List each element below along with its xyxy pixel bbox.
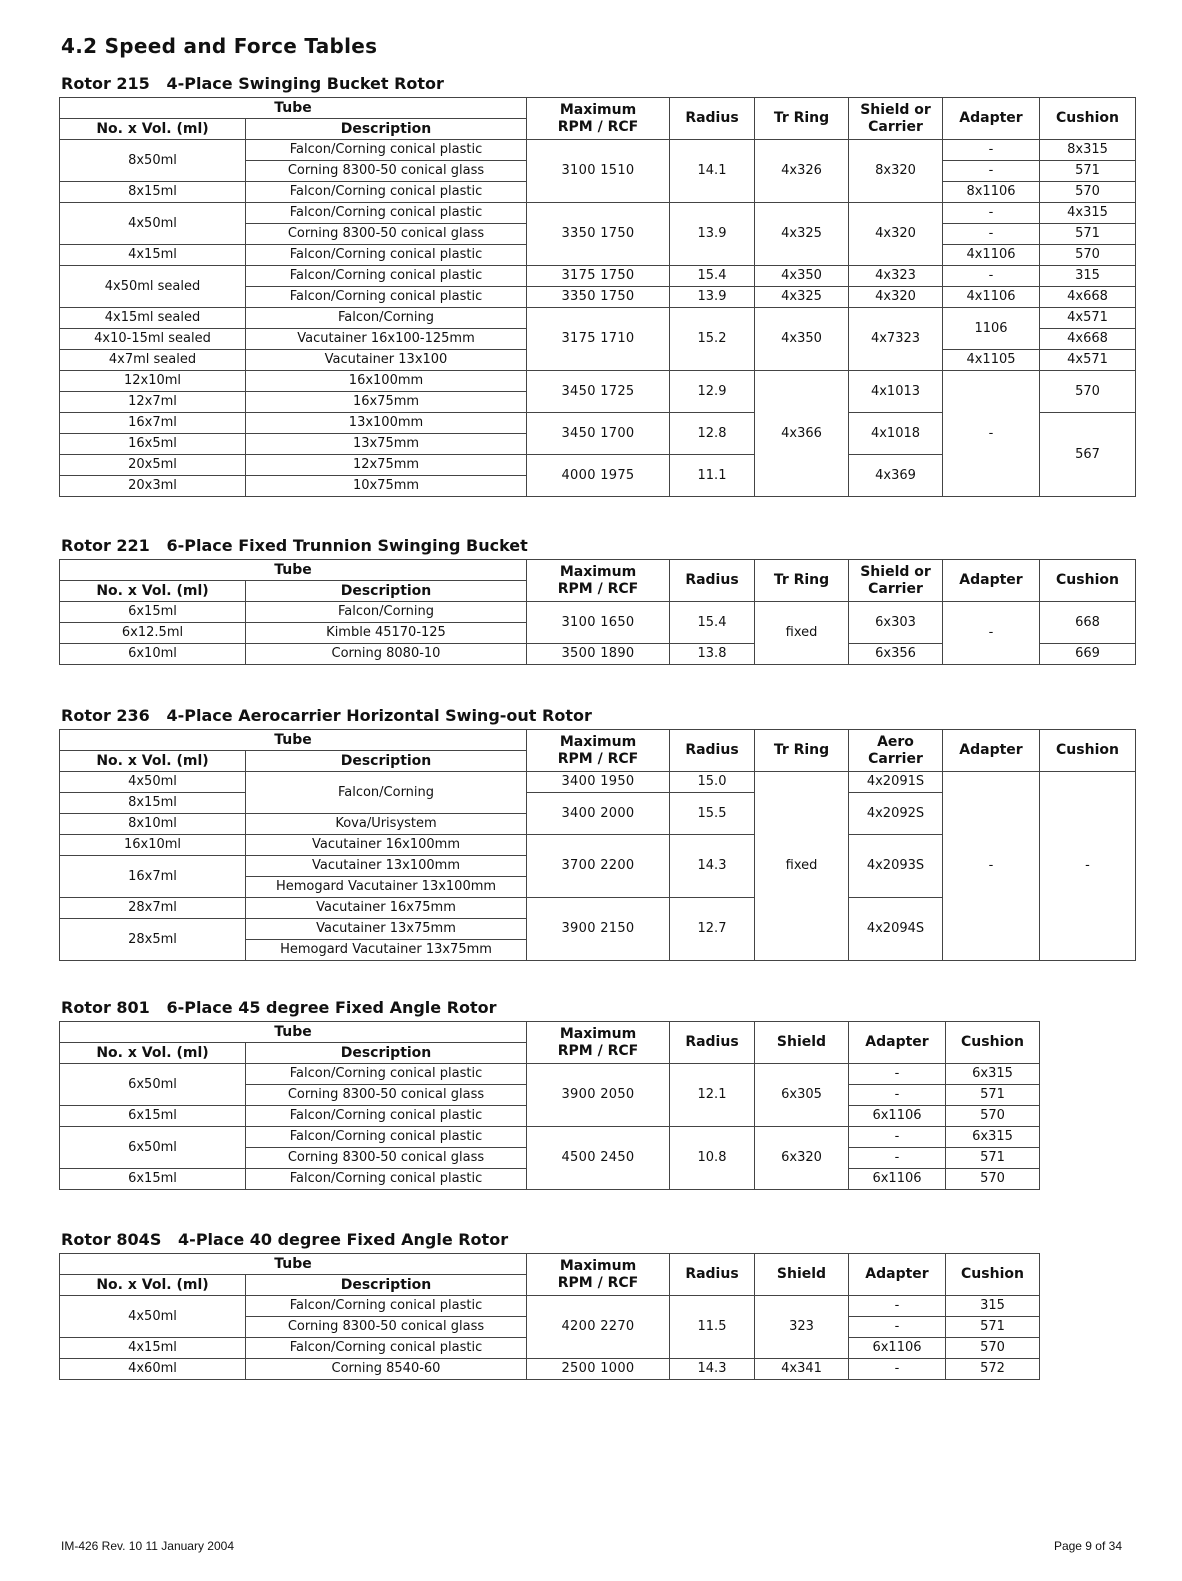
header-description: Description	[246, 1275, 527, 1296]
tube-count-cell: 8x15ml	[60, 182, 246, 203]
header-cushion: Cushion	[946, 1254, 1040, 1296]
table-row	[60, 1127, 1040, 1148]
adapter-cell: -	[943, 140, 1040, 161]
description-cell: Falcon/Corning conical plastic	[246, 182, 527, 203]
header-shield-carrier: Shield or Carrier	[849, 560, 943, 602]
adapter-cell: -	[849, 1127, 946, 1148]
header-tube: Tube	[60, 1254, 527, 1275]
cushion-cell: 668	[1040, 602, 1136, 644]
tube-count-cell: 16x7ml	[60, 413, 246, 434]
header-adapter: Adapter	[943, 98, 1040, 140]
adapter-cell: 6x1106	[849, 1338, 946, 1359]
rpm-rcf-cell: 3175 1750	[527, 266, 670, 287]
rpm-rcf-cell: 3700 2200	[527, 835, 670, 898]
radius-cell: 14.3	[670, 835, 755, 898]
carrier-cell: 4x2094S	[849, 898, 943, 961]
adapter-cell: -	[849, 1317, 946, 1338]
tube-count-cell: 4x15ml sealed	[60, 308, 246, 329]
shield-cell: 6x320	[755, 1127, 849, 1190]
header-cushion: Cushion	[1040, 560, 1136, 602]
header-shield: Shield	[755, 1254, 849, 1296]
tube-count-cell: 28x7ml	[60, 898, 246, 919]
tube-count-cell: 20x3ml	[60, 476, 246, 497]
rpm-rcf-cell: 3100 1510	[527, 140, 670, 203]
shield-cell: 6x305	[755, 1064, 849, 1127]
header-adapter: Adapter	[943, 560, 1040, 602]
cushion-cell: 571	[946, 1317, 1040, 1338]
rpm-rcf-cell: 3450 1725	[527, 371, 670, 413]
shield-cell: 6x303	[849, 602, 943, 644]
carrier-cell: 4x2093S	[849, 835, 943, 898]
cushion-cell: 669	[1040, 644, 1136, 665]
tr-ring-cell: 4x325	[755, 203, 849, 266]
shield-cell: 6x356	[849, 644, 943, 665]
cushion-cell: 8x315	[1040, 140, 1136, 161]
tr-ring-cell: 4x325	[755, 287, 849, 308]
tube-count-cell: 12x10ml	[60, 371, 246, 392]
header-tube: Tube	[60, 1022, 527, 1043]
description-cell: Falcon/Corning	[246, 602, 527, 623]
cushion-cell: 570	[1040, 182, 1136, 203]
shield-cell: 4x1013	[849, 371, 943, 413]
description-cell: Hemogard Vacutainer 13x100mm	[246, 877, 527, 898]
adapter-cell: 4x1106	[943, 245, 1040, 266]
tube-count-cell: 4x7ml sealed	[60, 350, 246, 371]
tube-count-cell: 8x15ml	[60, 793, 246, 814]
radius-cell: 12.1	[670, 1064, 755, 1127]
radius-cell: 15.4	[670, 266, 755, 287]
table-row	[60, 203, 1136, 224]
tube-count-cell: 4x50ml	[60, 1296, 246, 1338]
shield-cell: 4x323	[849, 266, 943, 287]
table-row	[60, 266, 1136, 287]
rotor-804s-table	[59, 1253, 1040, 1380]
header-cushion: Cushion	[946, 1022, 1040, 1064]
adapter-cell: -	[943, 602, 1040, 665]
header-max-rpm-rcf: Maximum RPM / RCF	[527, 560, 670, 602]
description-cell: Falcon/Corning conical plastic	[246, 140, 527, 161]
cushion-cell: 315	[1040, 266, 1136, 287]
table-row	[60, 1359, 1040, 1380]
cushion-cell: 571	[946, 1085, 1040, 1106]
tube-count-cell: 16x5ml	[60, 434, 246, 455]
radius-cell: 15.4	[670, 602, 755, 644]
shield-cell: 4x341	[755, 1359, 849, 1380]
header-description: Description	[246, 119, 527, 140]
radius-cell: 11.5	[670, 1296, 755, 1359]
tube-count-cell: 6x15ml	[60, 602, 246, 623]
description-cell: Falcon/Corning conical plastic	[246, 1106, 527, 1127]
radius-cell: 15.2	[670, 308, 755, 371]
tr-ring-cell: 4x350	[755, 308, 849, 371]
header-shield-carrier: Shield or Carrier	[849, 98, 943, 140]
rpm-rcf-cell: 3900 2150	[527, 898, 670, 961]
page-title: 4.2 Speed and Force Tables	[61, 34, 378, 58]
header-shield: Shield	[755, 1022, 849, 1064]
rpm-rcf-cell: 3900 2050	[527, 1064, 670, 1127]
description-cell: Corning 8300-50 conical glass	[246, 1085, 527, 1106]
footer-document-id: IM-426 Rev. 10 11 January 2004	[61, 1539, 234, 1553]
rotor-801-table	[59, 1021, 1040, 1190]
header-no-vol: No. x Vol. (ml)	[60, 1043, 246, 1064]
radius-cell: 13.8	[670, 644, 755, 665]
shield-cell: 4x320	[849, 203, 943, 266]
cushion-cell: 570	[946, 1106, 1040, 1127]
description-cell: Falcon/Corning conical plastic	[246, 1127, 527, 1148]
cushion-cell: 4x668	[1040, 287, 1136, 308]
adapter-cell: -	[943, 224, 1040, 245]
rpm-rcf-cell: 3350 1750	[527, 203, 670, 266]
header-adapter: Adapter	[943, 730, 1040, 772]
cushion-cell: 4x668	[1040, 329, 1136, 350]
header-max-rpm-rcf: Maximum RPM / RCF	[527, 1254, 670, 1296]
description-cell: Falcon/Corning conical plastic	[246, 203, 527, 224]
tr-ring-cell: fixed	[755, 772, 849, 961]
table-row	[60, 1296, 1040, 1317]
cushion-cell: 570	[1040, 371, 1136, 413]
description-cell: Corning 8300-50 conical glass	[246, 161, 527, 182]
table-row	[60, 308, 1136, 329]
cushion-cell: 570	[946, 1169, 1040, 1190]
description-cell: Hemogard Vacutainer 13x75mm	[246, 940, 527, 961]
adapter-cell: -	[849, 1296, 946, 1317]
cushion-cell: 4x571	[1040, 350, 1136, 371]
shield-cell: 323	[755, 1296, 849, 1359]
radius-cell: 12.8	[670, 413, 755, 455]
header-no-vol: No. x Vol. (ml)	[60, 751, 246, 772]
rpm-rcf-cell: 4200 2270	[527, 1296, 670, 1359]
adapter-cell: 4x1105	[943, 350, 1040, 371]
rpm-rcf-cell: 3350 1750	[527, 287, 670, 308]
cushion-cell: 567	[1040, 413, 1136, 497]
cushion-cell: 4x571	[1040, 308, 1136, 329]
header-description: Description	[246, 1043, 527, 1064]
description-cell: Falcon/Corning conical plastic	[246, 287, 527, 308]
tube-count-cell: 8x50ml	[60, 140, 246, 182]
radius-cell: 13.9	[670, 203, 755, 266]
rpm-rcf-cell: 2500 1000	[527, 1359, 670, 1380]
cushion-cell: 315	[946, 1296, 1040, 1317]
radius-cell: 10.8	[670, 1127, 755, 1190]
tr-ring-cell: 4x326	[755, 140, 849, 203]
adapter-cell: 6x1106	[849, 1106, 946, 1127]
table-row	[60, 602, 1136, 623]
header-no-vol: No. x Vol. (ml)	[60, 1275, 246, 1296]
rotor-236-table	[59, 729, 1136, 961]
description-cell: Vacutainer 16x100-125mm	[246, 329, 527, 350]
adapter-cell: -	[849, 1148, 946, 1169]
cushion-cell: 571	[1040, 224, 1136, 245]
rotor-804s-title: Rotor 804S 4-Place 40 degree Fixed Angle Rotor	[61, 1230, 509, 1249]
adapter-cell: 6x1106	[849, 1169, 946, 1190]
adapter-cell: -	[943, 371, 1040, 497]
header-description: Description	[246, 581, 527, 602]
description-cell: Kimble 45170-125	[246, 623, 527, 644]
description-cell: 16x100mm	[246, 371, 527, 392]
tube-count-cell: 6x15ml	[60, 1169, 246, 1190]
tr-ring-cell: 4x366	[755, 371, 849, 497]
rpm-rcf-cell: 3400 1950	[527, 772, 670, 793]
description-cell: 13x75mm	[246, 434, 527, 455]
description-cell: Falcon/Corning conical plastic	[246, 1064, 527, 1085]
rpm-rcf-cell: 3175 1710	[527, 308, 670, 371]
rpm-rcf-cell: 4500 2450	[527, 1127, 670, 1190]
header-radius: Radius	[670, 560, 755, 602]
radius-cell: 12.9	[670, 371, 755, 413]
carrier-cell: 4x2091S	[849, 772, 943, 793]
header-radius: Radius	[670, 1022, 755, 1064]
description-cell: Vacutainer 13x100	[246, 350, 527, 371]
description-cell: Corning 8300-50 conical glass	[246, 1148, 527, 1169]
header-cushion: Cushion	[1040, 730, 1136, 772]
tube-count-cell: 16x7ml	[60, 856, 246, 898]
cushion-cell: 4x315	[1040, 203, 1136, 224]
tube-count-cell: 4x15ml	[60, 1338, 246, 1359]
tube-count-cell: 4x10-15ml sealed	[60, 329, 246, 350]
radius-cell: 14.1	[670, 140, 755, 203]
cushion-cell: 572	[946, 1359, 1040, 1380]
rotor-801-title: Rotor 801 6-Place 45 degree Fixed Angle Rotor	[61, 998, 497, 1017]
header-max-rpm-rcf: Maximum RPM / RCF	[527, 730, 670, 772]
tube-count-cell: 6x12.5ml	[60, 623, 246, 644]
adapter-cell: 8x1106	[943, 182, 1040, 203]
tube-count-cell: 4x50ml	[60, 772, 246, 793]
header-radius: Radius	[670, 1254, 755, 1296]
tube-count-cell: 6x10ml	[60, 644, 246, 665]
header-tr-ring: Tr Ring	[755, 560, 849, 602]
tube-count-cell: 6x50ml	[60, 1064, 246, 1106]
rpm-rcf-cell: 3100 1650	[527, 602, 670, 644]
description-cell: Falcon/Corning conical plastic	[246, 245, 527, 266]
header-tube: Tube	[60, 560, 527, 581]
header-radius: Radius	[670, 98, 755, 140]
shield-cell: 4x7323	[849, 308, 943, 371]
carrier-cell: 4x2092S	[849, 793, 943, 835]
description-cell: Falcon/Corning conical plastic	[246, 1338, 527, 1359]
description-cell: Corning 8540-60	[246, 1359, 527, 1380]
rotor-215-table	[59, 97, 1136, 497]
adapter-cell: -	[849, 1064, 946, 1085]
adapter-cell: -	[849, 1359, 946, 1380]
header-adapter: Adapter	[849, 1022, 946, 1064]
header-max-rpm-rcf: Maximum RPM / RCF	[527, 98, 670, 140]
header-description: Description	[246, 751, 527, 772]
description-cell: Vacutainer 13x100mm	[246, 856, 527, 877]
table-row	[60, 1064, 1040, 1085]
header-aero-carrier: Aero Carrier	[849, 730, 943, 772]
rpm-rcf-cell: 3500 1890	[527, 644, 670, 665]
shield-cell: 8x320	[849, 140, 943, 203]
cushion-cell: 571	[1040, 161, 1136, 182]
cushion-cell: -	[1040, 772, 1136, 961]
tube-count-cell: 28x5ml	[60, 919, 246, 961]
description-cell: Vacutainer 13x75mm	[246, 919, 527, 940]
cushion-cell: 570	[1040, 245, 1136, 266]
header-tube: Tube	[60, 730, 527, 751]
description-cell: 16x75mm	[246, 392, 527, 413]
adapter-cell: -	[849, 1085, 946, 1106]
radius-cell: 15.5	[670, 793, 755, 835]
adapter-cell: -	[943, 266, 1040, 287]
tube-count-cell: 6x15ml	[60, 1106, 246, 1127]
shield-cell: 4x320	[849, 287, 943, 308]
description-cell: Kova/Urisystem	[246, 814, 527, 835]
header-no-vol: No. x Vol. (ml)	[60, 581, 246, 602]
header-no-vol: No. x Vol. (ml)	[60, 119, 246, 140]
cushion-cell: 6x315	[946, 1064, 1040, 1085]
tube-count-cell: 4x60ml	[60, 1359, 246, 1380]
cushion-cell: 570	[946, 1338, 1040, 1359]
description-cell: Falcon/Corning conical plastic	[246, 266, 527, 287]
adapter-cell: -	[943, 161, 1040, 182]
tube-count-cell: 12x7ml	[60, 392, 246, 413]
adapter-cell: -	[943, 203, 1040, 224]
description-cell: 12x75mm	[246, 455, 527, 476]
description-cell: Falcon/Corning conical plastic	[246, 1169, 527, 1190]
adapter-cell: -	[943, 772, 1040, 961]
radius-cell: 11.1	[670, 455, 755, 497]
adapter-cell: 1106	[943, 308, 1040, 350]
description-cell: Corning 8300-50 conical glass	[246, 1317, 527, 1338]
description-cell: Vacutainer 16x75mm	[246, 898, 527, 919]
tr-ring-cell: 4x350	[755, 266, 849, 287]
radius-cell: 13.9	[670, 287, 755, 308]
header-tr-ring: Tr Ring	[755, 730, 849, 772]
cushion-cell: 6x315	[946, 1127, 1040, 1148]
cushion-cell: 571	[946, 1148, 1040, 1169]
description-cell: 10x75mm	[246, 476, 527, 497]
tube-count-cell: 6x50ml	[60, 1127, 246, 1169]
description-cell: Falcon/Corning	[246, 308, 527, 329]
radius-cell: 12.7	[670, 898, 755, 961]
rotor-215-title: Rotor 215 4-Place Swinging Bucket Rotor	[61, 74, 444, 93]
table-row	[60, 772, 1136, 793]
adapter-cell: 4x1106	[943, 287, 1040, 308]
shield-cell: 4x1018	[849, 413, 943, 455]
tube-count-cell: 4x50ml	[60, 203, 246, 245]
radius-cell: 14.3	[670, 1359, 755, 1380]
description-cell: Falcon/Corning conical plastic	[246, 1296, 527, 1317]
tube-count-cell: 4x50ml sealed	[60, 266, 246, 308]
rpm-rcf-cell: 3400 2000	[527, 793, 670, 835]
rotor-236-title: Rotor 236 4-Place Aerocarrier Horizontal Swing-out Rotor	[61, 706, 592, 725]
shield-cell: 4x369	[849, 455, 943, 497]
radius-cell: 15.0	[670, 772, 755, 793]
table-row	[60, 140, 1136, 161]
rpm-rcf-cell: 3450 1700	[527, 413, 670, 455]
description-cell: Corning 8300-50 conical glass	[246, 224, 527, 245]
tube-count-cell: 20x5ml	[60, 455, 246, 476]
header-cushion: Cushion	[1040, 98, 1136, 140]
table-row	[60, 371, 1136, 392]
tube-count-cell: 8x10ml	[60, 814, 246, 835]
tube-count-cell: 16x10ml	[60, 835, 246, 856]
rotor-221-title: Rotor 221 6-Place Fixed Trunnion Swinging Bucket	[61, 536, 528, 555]
header-adapter: Adapter	[849, 1254, 946, 1296]
header-tr-ring: Tr Ring	[755, 98, 849, 140]
header-tube: Tube	[60, 98, 527, 119]
rotor-221-table	[59, 559, 1136, 665]
header-radius: Radius	[670, 730, 755, 772]
footer-page-number: Page 9 of 34	[1053, 1539, 1122, 1553]
tr-ring-cell: fixed	[755, 602, 849, 665]
description-cell: Vacutainer 16x100mm	[246, 835, 527, 856]
header-max-rpm-rcf: Maximum RPM / RCF	[527, 1022, 670, 1064]
description-cell: Falcon/Corning	[246, 772, 527, 814]
rpm-rcf-cell: 4000 1975	[527, 455, 670, 497]
tube-count-cell: 4x15ml	[60, 245, 246, 266]
description-cell: Corning 8080-10	[246, 644, 527, 665]
description-cell: 13x100mm	[246, 413, 527, 434]
